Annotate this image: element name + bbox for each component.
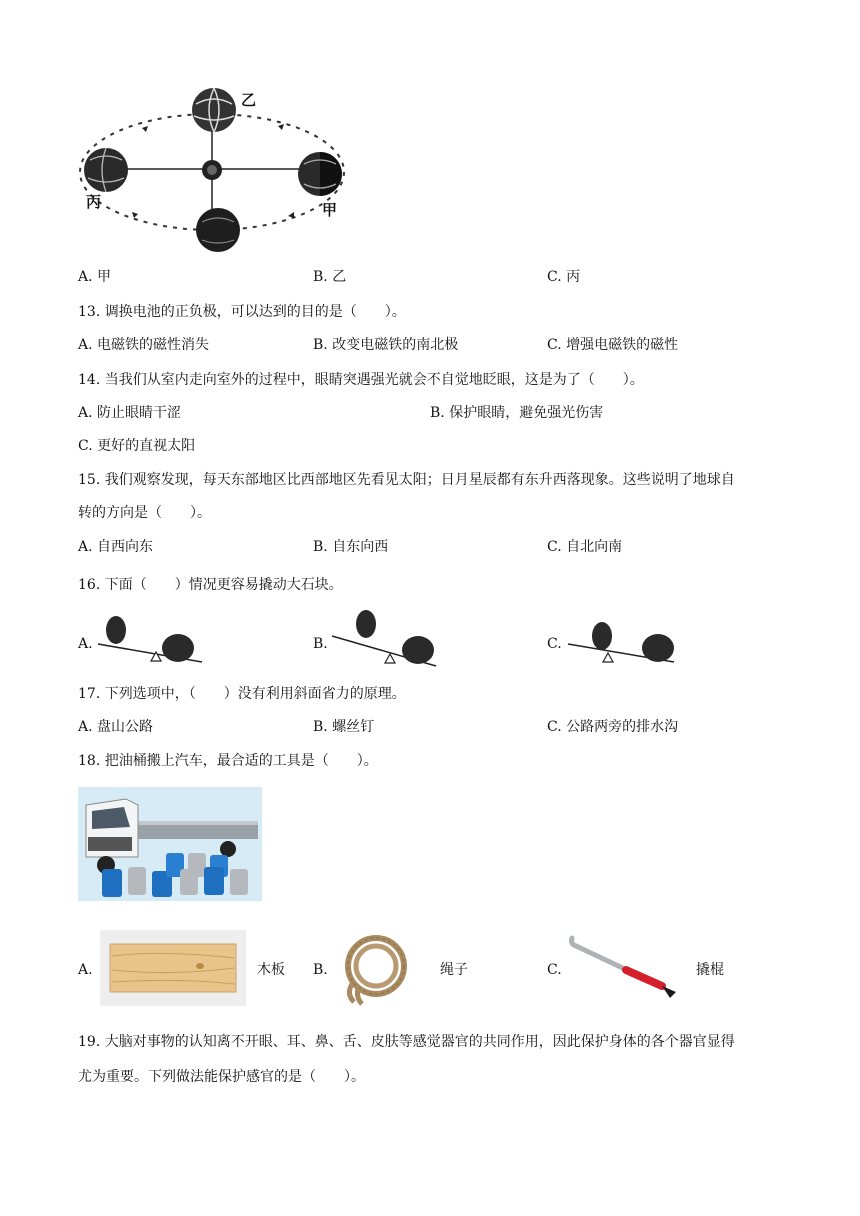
q13-option-a[interactable]: A. 电磁铁的磁性消失 [78,337,210,353]
q15-stem-line1: 15. 我们观察发现，每天东部地区比西部地区先看见太阳；日月星辰都有东升西落现象。这些说明了地球自 [78,472,735,488]
q12-option-a[interactable]: A. 甲 [78,269,112,285]
q19-stem-line2: 尤为重要。下列做法能保护感官的是（ ）。 [78,1069,365,1085]
q13-stem: 13. 调换电池的正负极，可以达到的目的是（ ）。 [78,304,406,320]
q14-option-c[interactable]: C. 更好的直视太阳 [78,438,196,454]
q16-option-b-letter[interactable]: B. [313,636,328,652]
q14-option-b[interactable]: B. 保护眼睛，避免强光伤害 [430,405,604,421]
q18-option-b-letter[interactable]: B. [313,962,328,978]
earth-orbit-diagram [78,84,368,258]
truck-with-barrels-image [78,787,262,901]
lever-figure-c [566,608,678,668]
rope-coil-image [336,930,414,1008]
q14-stem: 14. 当我们从室内走向室外的过程中，眼睛突遇强光就会不自觉地眨眼，这是为了（ ）。 [78,372,644,388]
lever-figure-a [96,608,206,668]
q18-option-a-label: 木板 [257,962,285,978]
q17-option-b[interactable]: B. 螺丝钉 [313,719,375,735]
q12-option-c[interactable]: C. 丙 [547,269,581,285]
q18-option-c-label: 撬棍 [696,962,724,978]
q16-stem: 16. 下面（ ）情况更容易撬动大石块。 [78,577,343,593]
q17-option-a[interactable]: A. 盘山公路 [78,719,154,735]
q19-stem-line1: 19. 大脑对事物的认知离不开眼、耳、鼻、舌、皮肤等感觉器官的共同作用，因此保护身体的各个器官显得 [78,1034,735,1050]
q18-stem: 18. 把油桶搬上汽车，最合适的工具是（ ）。 [78,753,378,769]
q15-stem-line2: 转的方向是（ ）。 [78,505,211,521]
orbit-label-jia: 甲 [322,201,338,219]
wooden-plank-image [100,930,246,1006]
q16-option-a-letter[interactable]: A. [78,636,93,652]
q15-option-a[interactable]: A. 自西向东 [78,539,154,555]
q17-stem: 17. 下列选项中，（ ）没有利用斜面省力的原理。 [78,686,406,702]
orbit-label-bing: 丙 [86,193,102,211]
q18-option-b-label: 绳子 [440,962,468,978]
q18-option-a-letter[interactable]: A. [78,962,93,978]
q14-option-a[interactable]: A. 防止眼睛干涩 [78,405,182,421]
orbit-label-yi: 乙 [241,91,257,109]
q15-option-b[interactable]: B. 自东向西 [313,539,389,555]
q16-option-c-letter[interactable]: C. [547,636,562,652]
q12-option-b[interactable]: B. 乙 [313,269,347,285]
q17-option-c[interactable]: C. 公路两旁的排水沟 [547,719,679,735]
crowbar-image [566,930,686,1002]
q15-option-c[interactable]: C. 自北向南 [547,539,623,555]
q13-option-b[interactable]: B. 改变电磁铁的南北极 [313,337,459,353]
q18-option-c-letter[interactable]: C. [547,962,562,978]
lever-figure-b [330,608,440,668]
q13-option-c[interactable]: C. 增强电磁铁的磁性 [547,337,679,353]
